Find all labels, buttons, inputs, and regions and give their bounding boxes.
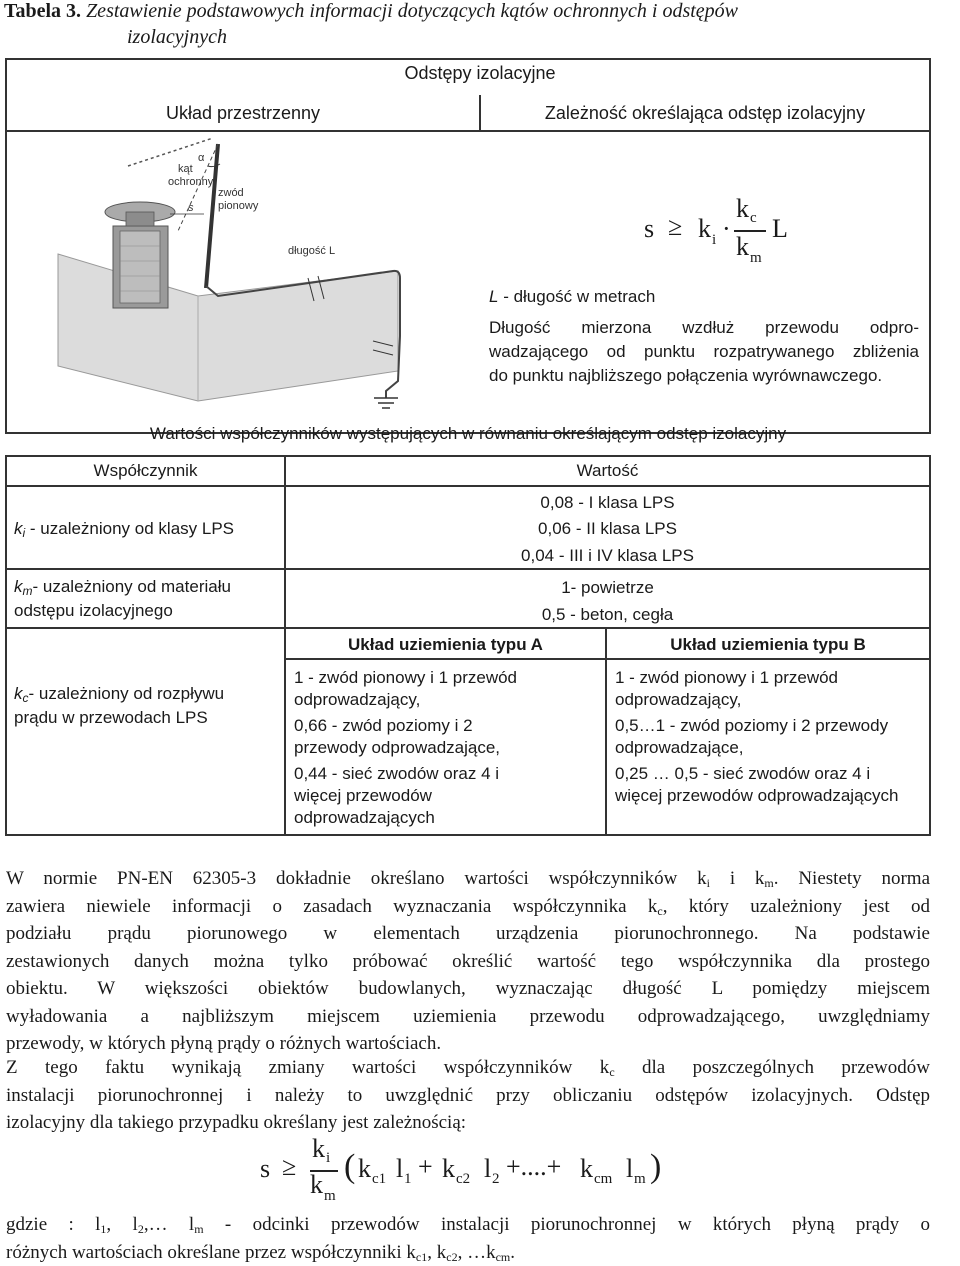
label-angle-2: ochronny [168, 176, 214, 188]
p1-row-3: podziału prądu piorunowego w elementach urządzenia piorunochronnego. Na podstawie [6, 923, 930, 944]
caption-title-line1: Zestawienie podstawowych informacji dotyczących kątów ochronnych i odstępów [86, 0, 738, 22]
p1-row-7: przewody, w których płyną prądy o różnych wartościach. [6, 1033, 442, 1054]
coef-km-label-2: odstępu izolacyjnego [14, 601, 173, 620]
spatial-diagram [8, 136, 478, 431]
p1-row-6: wyładowania a najbliższym miejscem uziemienia przewodu odprowadzającego, uwzględniamy [6, 1005, 930, 1027]
type-a-entry: 1 - zwód pionowy i 1 przewód odprowadzający, [294, 668, 518, 709]
label-alpha: α [198, 152, 205, 164]
coef-km-value-1: 1- powietrze [561, 578, 654, 597]
p1-row-2: zawiera niewiele informacji o zasadach wyznaczania współczynnika $k_c$, który uzależniony jest od [6, 895, 931, 918]
label-wire-1: zwód [218, 187, 244, 199]
table-caption [4, 0, 934, 24]
coef-ki-value-3: 0,04 - III i IV klasa LPS [521, 546, 694, 565]
type-b-entry: 0,25 … 0,5 - sieć zwodów oraz 4 i więcej przewodów odprowadzających [615, 764, 899, 805]
coef-ki-label: $k_i$ - uzależniony od klasy LPS [14, 519, 235, 540]
table2-col-value: Wartość [576, 461, 639, 480]
body-paragraph-2 [6, 1054, 930, 1137]
p3-row-2: różnych wartościach określane przez współczynniki $k_{c1}$, $k_{c2}$, $\dots k_{cm}$. [6, 1241, 515, 1264]
p2-row-3: izolacyjny dla takiego przypadku określany jest zależnością: [6, 1112, 467, 1133]
label-angle-1: kąt [178, 163, 193, 175]
grounding-type-b-header: Układ uziemienia typu B [670, 635, 866, 654]
label-s: s [188, 202, 194, 214]
p2-row-1: Z tego faktu wynikają zmiany wartości współczynników $k_c$ dla poszczególnych przewodów [6, 1057, 931, 1079]
caption-title-line2: izolacyjnych [127, 26, 227, 48]
formula-multi-conductor: s ≥ k i k m ( k c1 l 1 + k c2 l 2 +....+ k cm l m ) [260, 1134, 662, 1204]
coef-km-value-2: 0,5 - beton, cegła [541, 605, 674, 624]
body-paragraph-1 [6, 865, 930, 1058]
p3-row-1: gdzie : $l_1$, $l_2,\dots$ $l_m$ - odcinki przewodów instalacji piorunochronnej w których płyną prądy o [6, 1214, 930, 1236]
body-paragraph-3 [6, 1211, 930, 1266]
table1-col-spatial: Układ przestrzenny [165, 103, 321, 123]
formula-isolation-distance: s ≥ k i · k c k m L [644, 194, 788, 266]
caption-label: Tabela 3. [4, 0, 82, 22]
table2-col-coefficient: Współczynnik [93, 461, 198, 480]
grounding-type-a-header: Układ uziemienia typu A [348, 635, 543, 654]
coef-ki-value-1: 0,08 - I klasa LPS [540, 493, 675, 512]
type-a-entry: 0,44 - sieć zwodów oraz 4 i więcej przewodów odprowadzających [294, 764, 500, 827]
table1-col-dependency: Zależność określająca odstęp izolacyjny [544, 103, 866, 123]
table1-header: Odstępy izolacyjne [404, 63, 556, 83]
coef-kc-label-2: prądu w przewodach LPS [14, 708, 208, 727]
type-b-entries [615, 667, 927, 807]
type-a-entries [294, 667, 599, 829]
label-wire-2: pionowy [218, 200, 259, 212]
label-length: długość L [288, 245, 336, 257]
type-b-entry: 1 - zwód pionowy i 1 przewód odprowadzający, [615, 668, 839, 709]
p1-row-5: obiektu. W większości obiektów budowlanych, wyznaczając długość L pomiędzy miejscem [6, 978, 930, 999]
l-definition: L - długość w metrach [489, 287, 656, 306]
type-b-entry: 0,5…1 - zwód poziomy i 2 przewody odprowadzające, [615, 716, 889, 757]
length-desc-line2: wadzającego od punktu rozpatrywanego zbliżenia [489, 342, 919, 361]
length-desc-line1: Długość mierzona wzdłuż przewodu odpro- [489, 318, 919, 337]
table2-title: Wartości współczynników występujących w równaniu określającym odstęp izolacyjny [149, 424, 787, 443]
type-a-entry: 0,66 - zwód poziomy i 2 przewody odprowadzające, [294, 716, 501, 757]
p2-row-2: instalacji piorunochronnej i należy to uwzględnić przy obliczaniu odstępów izolacyjnych. Odstęp [6, 1084, 930, 1106]
p1-row-1: W normie PN-EN 62305-3 dokładnie określano wartości współczynników $k_i$ i $k_m$. Niestety norma [6, 868, 931, 890]
length-desc-line3: do punktu najbliższego połączenia wyrównawczego. [489, 366, 883, 385]
p1-row-4: zestawionych danych można tylko próbować określić wartość tego współczynnika dla prostego [6, 950, 930, 972]
coef-ki-value-2: 0,06 - II klasa LPS [538, 519, 677, 538]
coef-km-label: $k_m-$ uzależniony od materiału [14, 577, 231, 598]
coef-kc-label: $k_c-$ uzależniony od rozpływu [14, 684, 225, 705]
